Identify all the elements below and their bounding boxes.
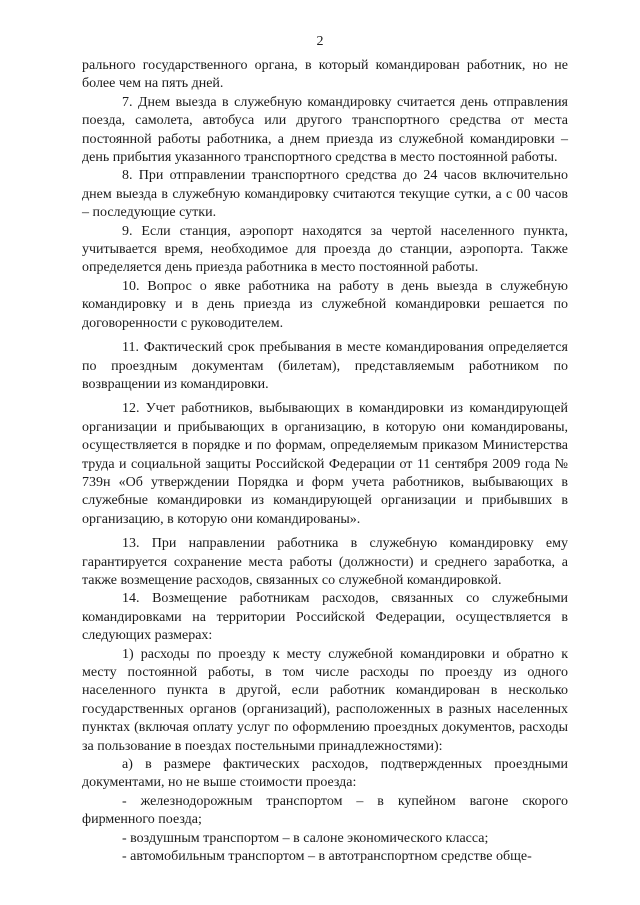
paragraph-14: 14. Возмещение работникам расходов, связанных со служебными командировками на территории Российской Федерации, осуществляется в следующих размерах:: [82, 591, 568, 644]
list-item-air: - воздушным транспортом – в салоне экономического класса;: [122, 830, 489, 846]
page-number: 2: [316, 34, 324, 49]
paragraph-12: 12. Учет работников, выбывающих в командировки из командирующей организации и прибывающих в организацию, в которую они командированы, осуществляется в порядке и по формам, определяемым приказом Министерства труда и социальной защиты Российской Федерации от 11 сентября 2009 года № 739н «Об утверждении Порядка и форм учета работников, выбывающих в служебные командировки из командирующей организации и прибывших в организацию, в которую они командированы».: [82, 401, 568, 527]
paragraph-7: 7. Днем выезда в служебную командировку считается день отправления поезда, самолета, автобуса или другого транспортного средства от места постоянной работы работника, а днем приезда из служебной командировки – день прибытия указанного транспортного средства в место постоянной работы.: [82, 94, 568, 166]
list-item-rail: - железнодорожным транспортом – в купейном вагоне скорого фирменного поезда;: [82, 793, 568, 828]
paragraph-14-item-1: 1) расходы по проезду к месту служебной командировки и обратно к месту постоянной работы, в том числе расходы по проезду из одного населенного пункта в другой, если работник командирован в несколько государственных органов (организаций), расположенных в разных населенных пунктах (включая оплату услуг по оформлению проездных документов, расходы за пользование в поездах постельными принадлежностями):: [82, 646, 568, 754]
document-body: [82, 57, 568, 866]
paragraph-10: 10. Вопрос о явке работника на работу в день выезда в служебную командировку и в день приезда из служебной командировки решается по договоренности с руководителем.: [82, 278, 568, 331]
list-item-road: - автомобильным транспортом – в автотранспортном средстве обще-: [122, 849, 532, 865]
paragraph-14-item-1a: а) в размере фактических расходов, подтвержденных проездными документами, но не выше стоимости проезда:: [82, 757, 568, 791]
paragraph-11: 11. Фактический срок пребывания в месте командирования определяется по проездным документам (билетам), представляемым работником по возвращении из командировки.: [82, 340, 568, 392]
paragraph-8: 8. При отправлении транспортного средства до 24 часов включительно днем выезда в служебную командировку считаются текущие сутки, а с 00 часов – последующие сутки.: [82, 168, 568, 221]
paragraph-continuation: рального государственного органа, в который командирован работник, но не более чем на пять дней.: [82, 58, 568, 92]
paragraph-9: 9. Если станция, аэропорт находятся за чертой населенного пункта, учитывается время, необходимое для проезда до станции, аэропорта. Также определяется день приезда работника в место постоянной работы.: [82, 223, 568, 276]
paragraph-13: 13. При направлении работника в служебную командировку ему гарантируется сохранение места работы (должности) и среднего заработка, а также возмещение расходов, связанных со служебной командировкой.: [82, 536, 568, 588]
